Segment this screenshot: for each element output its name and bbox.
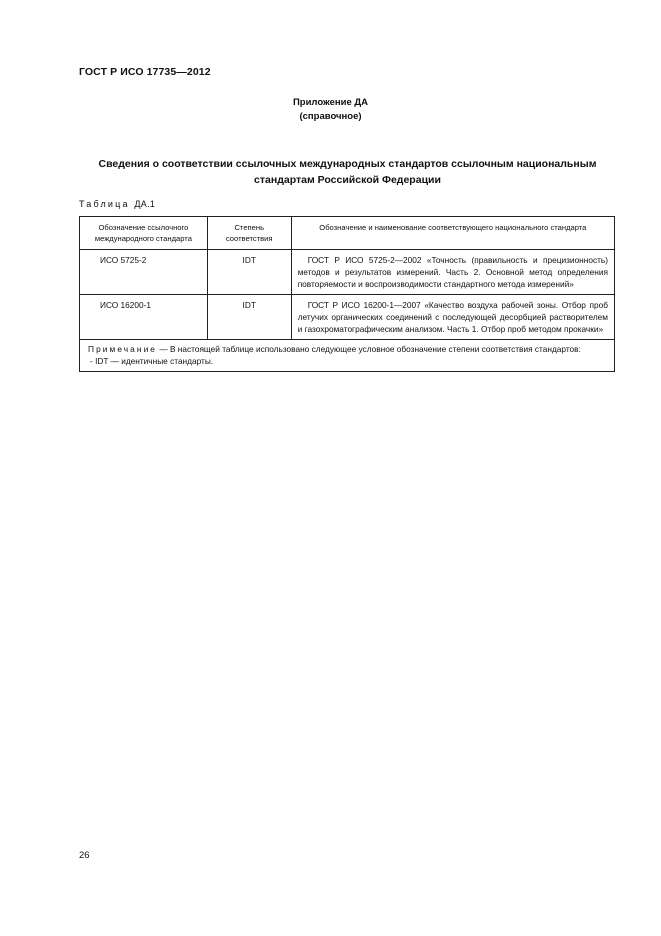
table-header-row <box>80 217 615 250</box>
appendix-subtitle: (справочное) <box>299 111 362 122</box>
cell-national-standard: ГОСТ Р ИСО 5725-2—2002 «Точность (правильность и прецизионность) методов и результатов измерений. Часть 2. Основной метод определения повторяемости и воспроизводимости стандартного метода измерений» <box>291 250 614 295</box>
cell-national-standard: ГОСТ Р ИСО 16200-1—2007 «Качество воздуха рабочей зоны. Отбор проб летучих органических соединений с последующей десорбцией растворителем и газохроматографическим анализом. Часть 1. Отбор проб методом прокачки» <box>291 295 614 340</box>
section-title-line-2: стандартам Российской Федерации <box>254 174 441 186</box>
cell-degree: IDT <box>207 250 291 295</box>
cell-degree: IDT <box>207 295 291 340</box>
table-row <box>80 250 615 295</box>
page-number: 26 <box>79 850 90 861</box>
table-caption <box>79 199 155 209</box>
appendix-title: Приложение ДА <box>292 97 369 108</box>
table-caption-number: ДА.1 <box>134 199 156 209</box>
note-text: — В настоящей таблице использовано следующее условное обозначение степени соответствия стандартов: <box>157 344 581 354</box>
note-label: Примечание <box>88 344 158 354</box>
cell-international-code: ИСО 16200-1 <box>80 295 208 340</box>
table-row <box>80 295 615 340</box>
header-national-standard: Обозначение и наименование соответствующего национального стандарта <box>291 217 614 250</box>
appendix-heading <box>0 96 661 124</box>
cell-international-code: ИСО 5725-2 <box>80 250 208 295</box>
table-caption-label: Таблица <box>79 199 130 209</box>
standards-table <box>79 216 615 372</box>
table-note-row <box>80 340 615 372</box>
header-international-standard: Обозначение ссылочного международного стандарта <box>80 217 208 250</box>
section-title <box>79 156 616 188</box>
table-note <box>80 340 615 372</box>
note-list-item: - IDT — идентичные стандарты. <box>90 355 214 366</box>
section-title-line-1: Сведения о соответствии ссылочных международных стандартов ссылочным национальным <box>98 158 597 170</box>
document-code: ГОСТ Р ИСО 17735—2012 <box>79 66 211 78</box>
header-degree-of-conformity: Степень соответствия <box>207 217 291 250</box>
